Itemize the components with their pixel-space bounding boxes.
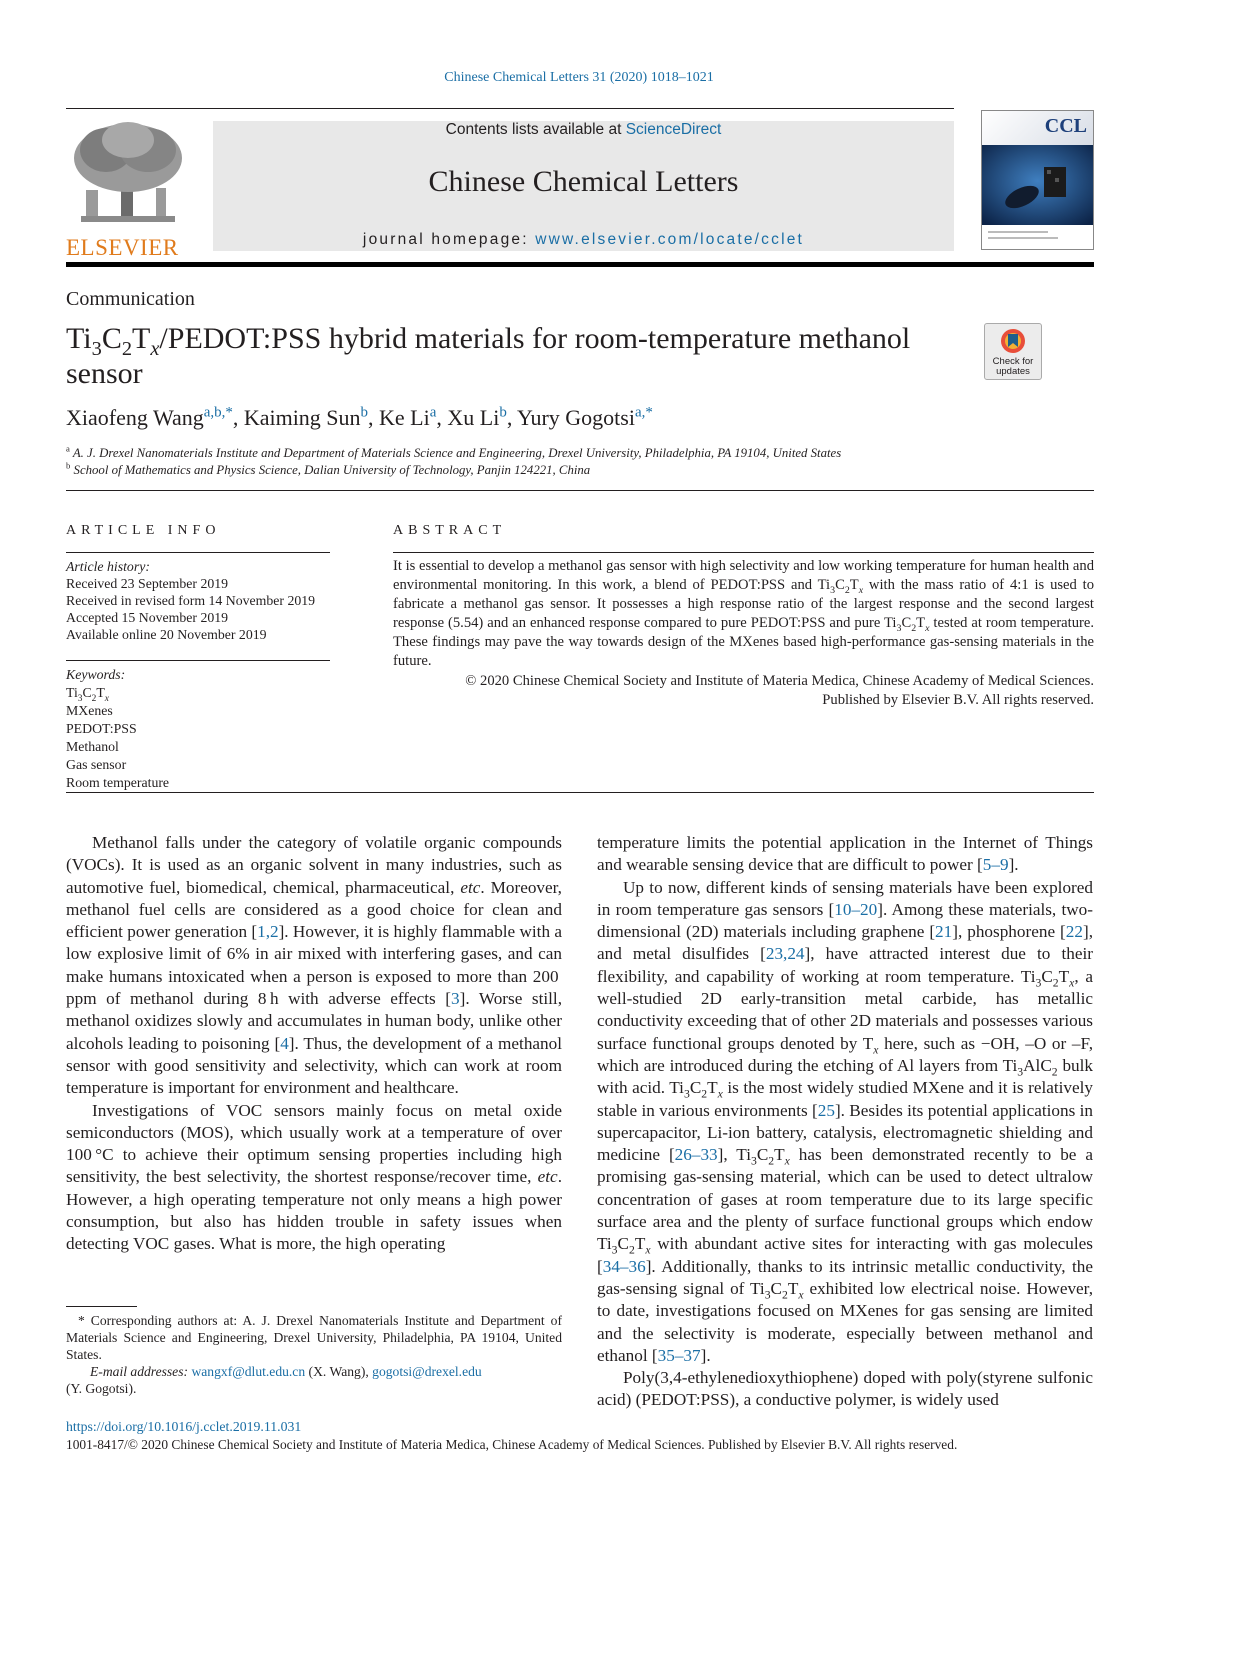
corresponding-note: * Corresponding authors at: A. J. Drexel Nanomaterials Institute and Department of Materials Science and Engineering, Drexel University, Philadelphia, PA 19104, United States. xyxy=(66,1313,562,1362)
abstract-bottom-rule xyxy=(66,792,1094,793)
body-paragraph: Poly(3,4-ethylenedioxythiophene) doped with poly(styrene sulfonic acid) (PEDOT:PSS), a conductive polymer, is widely used xyxy=(597,1368,1093,1410)
article-title xyxy=(66,321,966,391)
title-text: /PEDOT:PSS hybrid materials for room-temperature methanol xyxy=(159,322,911,355)
elsevier-logo xyxy=(66,120,190,260)
affiliations xyxy=(66,445,1094,479)
article-info-rule-2 xyxy=(66,660,330,661)
keyword-item: Gas sensor xyxy=(66,757,127,772)
author-affiliation-mark[interactable]: a,* xyxy=(634,404,653,421)
keywords xyxy=(66,666,336,792)
contents-line xyxy=(213,121,954,139)
abstract-heading: ABSTRACT xyxy=(393,523,507,538)
homepage-line xyxy=(213,231,954,249)
footnote xyxy=(66,1312,562,1397)
issn-copyright: 1001-8417/© 2020 Chinese Chemical Society and Institute of Materia Medica, Chinese Academy of Medical Sciences. Published by Elsevier B.V. All rights reserved. xyxy=(66,1437,958,1452)
body-paragraph: Investigations of VOC sensors mainly focus on metal oxide semiconductors (MOS), which usually work at a temperature of over 100 °C to achieve their optimum sensing properties including high sensitivity, the best selectivity, the shortest response/recover time, etc. However, a high operating temperature not only means a high power consumption, but also has hidden trouble in safety issues when detecting VOC gases. What is more, the high operating xyxy=(66,1100,562,1254)
check-updates-line2: updates xyxy=(996,366,1030,377)
homepage-link[interactable]: www.elsevier.com/locate/cclet xyxy=(535,231,805,248)
header-top-rule xyxy=(66,108,954,109)
author-separator: , xyxy=(436,405,448,430)
elsevier-wordmark: ELSEVIER xyxy=(66,235,179,260)
affiliation-mark: a xyxy=(66,443,70,454)
author-name: Xiaofeng Wang xyxy=(66,405,204,430)
journal-title: Chinese Chemical Letters xyxy=(428,165,739,198)
email-who-2: (Y. Gogotsi). xyxy=(66,1381,137,1396)
author-affiliation-mark[interactable]: a xyxy=(429,404,437,421)
body-column-left xyxy=(66,832,562,1256)
cover-image-icon xyxy=(982,145,1093,249)
body-paragraph: Methanol falls under the category of volatile organic compounds (VOCs). It is used as an organic solvent in many industries, such as automotive fuel, biomedical, chemical, pharmaceutical, etc. Moreover, methanol fuel cells are considered as a good choice for clean and efficient power generation [1,2]. However, it is highly flammable with a low explosive limit of 6% in air mixed with interfering gases, and can make humans intoxicated when a person is exposed to more than 200 ppm of methanol during 8 h with adverse effects [3]. Worse still, methanol oxidizes slowly and accumulates in human body, unlike other alcohols leading to poisoning [4]. Thus, the development of a methanol sensor with good sensitivity and selectivity, which can work at room temperature is important for environment and healthcare. xyxy=(66,833,563,1098)
history-received: Received 23 September 2019 xyxy=(66,576,229,591)
article-info-rule-1 xyxy=(66,552,330,553)
elsevier-tree-icon xyxy=(66,120,190,230)
affiliation xyxy=(66,462,1094,479)
affiliation-rule xyxy=(66,490,1094,491)
keyword-item: Room temperature xyxy=(66,775,170,790)
journal-banner xyxy=(213,121,954,251)
sciencedirect-link[interactable]: ScienceDirect xyxy=(625,121,722,138)
email-note xyxy=(66,1363,562,1380)
email-label: E-mail addresses: xyxy=(90,1364,189,1379)
title-line-2: sensor xyxy=(66,357,143,390)
keyword-item: MXenes xyxy=(66,703,113,718)
email-link-1[interactable]: wangxf@dlut.edu.cn xyxy=(191,1364,306,1379)
journal-reference[interactable]: Chinese Chemical Letters 31 (2020) 1018–1021 xyxy=(444,70,714,85)
body-paragraph: Up to now, different kinds of sensing materials have been explored in room temperature gas sensors [10–20]. Among these materials, two-dimensional (2D) materials including graphene [21], phosphorene [22], and metal disulfides [23,24], have attracted interest due to their flexibility, and capability of working at room temperature. $Ti_3C_2T_x$, a well-studied 2D early-transition metal carbide, has metallic conductivity exceeding that of other 2D materials and possesses various surface functional groups denoted by $T_x$ here, such as −OH, –O or –F, which are introduced during the etching of Al layers from $Ti_3AlC_2$ bulk with acid. $Ti_3C_2T_x$ is the most widely studied MXene and it is relatively stable in various environments [25]. Besides its potential applications in supercapacitor, Li-ion battery, catalysis, electromagnetic shielding and medicine [26–33], $Ti_3C_2T_x$ has been demonstrated recently to be a promising gas-sensing material, which can be used to detect ultralow concentration of gases at room temperature due to its large specific surface area and the plenty of surface functional groups which endow $Ti_3C_2T_x$ with abundant active sites for interacting with gas molecules [34–36]. Additionally, thanks to its intrinsic metallic conductivity, the gas-sensing signal of $Ti_3C_2T_x$ exhibited low electrical noise. However, to date, investigations focused on MXenes for gas sensing are limited and the selectivity is moderate, especially between methanol and ethanol [35–37]. xyxy=(597,877,1094,1365)
author-affiliation-mark[interactable]: a,b,* xyxy=(203,404,233,421)
abstract-copyright-line1: © 2020 Chinese Chemical Society and Institute of Materia Medica, Chinese Academy of Medical Sciences. xyxy=(465,673,1094,689)
body-column-right xyxy=(597,832,1093,1412)
author-separator: , xyxy=(506,405,517,430)
history-accepted: Accepted 15 November 2019 xyxy=(66,610,229,625)
abstract-copyright xyxy=(393,672,1094,710)
history-label: Article history: xyxy=(66,559,150,574)
affiliation-text: A. J. Drexel Nanomaterials Institute and Department of Materials Science and Engineering, Drexel University, Philadelphia, PA 19104, United States xyxy=(69,446,842,460)
keyword-item: Methanol xyxy=(66,739,119,754)
body-paragraph: temperature limits the potential application in the Internet of Things and wearable sensing device that are difficult to power [5–9]. xyxy=(597,833,1093,875)
keywords-label: Keywords: xyxy=(66,667,126,682)
affiliation xyxy=(66,445,1094,462)
author-separator: , xyxy=(368,405,380,430)
author-list xyxy=(66,405,653,431)
author-affiliation-mark[interactable]: b xyxy=(360,404,369,421)
article-info-heading: ARTICLE INFO xyxy=(66,523,221,538)
author-name: Ke Li xyxy=(379,405,430,430)
header-thick-rule xyxy=(66,262,1094,267)
history-revised: Received in revised form 14 November 2019 xyxy=(66,593,316,608)
doi-link[interactable]: https://doi.org/10.1016/j.cclet.2019.11.031 xyxy=(66,1419,302,1434)
corresponding-text: Corresponding authors at: A. J. Drexel Nanomaterials Institute and Department of Materials Science and Engineering, Drexel University, Philadelphia, PA 19104, United States. xyxy=(66,1313,562,1362)
keyword-item: PEDOT:PSS xyxy=(66,721,137,736)
author-name: Kaiming Sun xyxy=(243,405,361,430)
article-type: Communication xyxy=(66,288,195,310)
homepage-prefix: journal homepage: xyxy=(362,231,536,248)
email-who-1: (X. Wang), xyxy=(305,1364,373,1379)
history-online: Available online 20 November 2019 xyxy=(66,627,267,642)
author-name: Xu Li xyxy=(447,405,500,430)
article-history xyxy=(66,558,336,643)
check-for-updates-badge[interactable] xyxy=(984,323,1042,380)
email-link-2[interactable]: gogotsi@drexel.edu xyxy=(372,1364,482,1379)
journal-cover-thumbnail[interactable] xyxy=(981,110,1094,250)
update-bookmark-icon xyxy=(985,326,1041,356)
cover-logo-text: CCL xyxy=(1044,115,1087,137)
footnote-rule xyxy=(66,1306,137,1307)
affiliation-mark: b xyxy=(66,460,71,471)
abstract-body: It is essential to develop a methanol gas sensor with high selectivity and low working temperature for human health and environmental monitoring. In this work, a blend of PEDOT:PSS and $Ti_3C_2T_x$ with the mass ratio of 4:1 is used to fabricate a methanol gas sensor. It possesses a high response ratio of the largest response and the second largest response (5.54) and an enhanced response compared to pure PEDOT:PSS and pure $Ti_3C_2T_x$ tested at room temperature. These findings may pave the way towards design of the MXenes based high-performance gas-sensing materials in the future. xyxy=(393,558,1095,669)
author-separator: , xyxy=(232,405,244,430)
abstract-copyright-line2: Published by Elsevier B.V. All rights reserved. xyxy=(822,692,1094,708)
cover-header xyxy=(982,111,1093,145)
affiliation-text: School of Mathematics and Physics Science, Dalian University of Technology, Panjin 124221, China xyxy=(70,463,591,477)
check-updates-line1: Check for xyxy=(992,356,1034,367)
author-name: Yury Gogotsi xyxy=(517,405,635,430)
title-formula: $Ti_3C_2T_x$ xyxy=(66,322,160,360)
keyword-formula: $Ti_3C_2T_x$ xyxy=(66,685,109,704)
author-affiliation-mark[interactable]: b xyxy=(499,404,507,421)
abstract-rule xyxy=(393,552,1094,553)
contents-prefix: Contents lists available at xyxy=(445,121,626,138)
